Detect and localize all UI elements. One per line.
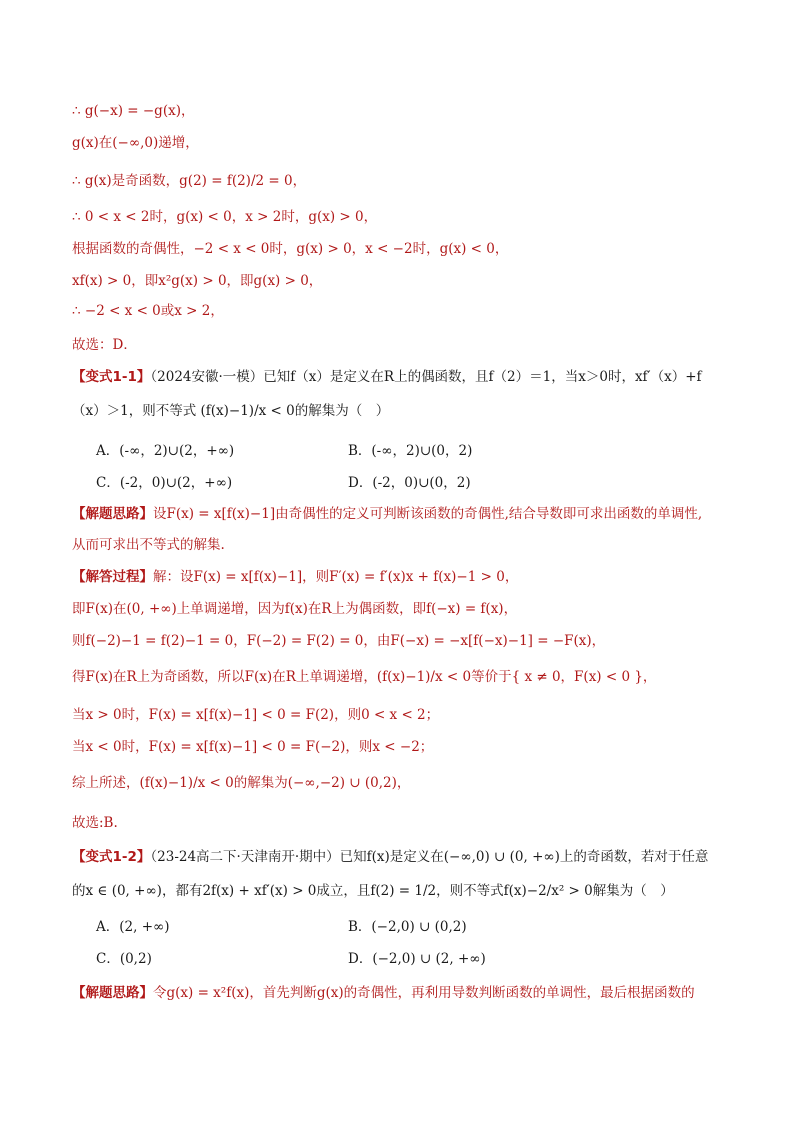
- variant-1-question-line-2: （x）＞1，则不等式 (f(x)−1)/x < 0的解集为（ ）: [72, 403, 390, 419]
- variant-1-process-line-5: 当x > 0时，F(x) = x[f(x)−1] < 0 = F(2)，则0 < x < 2；: [72, 707, 440, 723]
- solution-line-2: g(x)在(−∞,0)递增，: [72, 135, 199, 151]
- variant-1-idea-line-2: 从而可求出不等式的解集.: [72, 537, 225, 553]
- idea-text: 设F(x) = x[f(x)−1]由奇偶性的定义可判断该函数的奇偶性,结合导数即可求出函数的单调性,: [153, 506, 703, 522]
- solution-line-3: ∴ g(x)是奇函数，g(2) = f(2)/2 = 0，: [72, 173, 307, 189]
- variant-2-option-c: C．(0,2): [96, 951, 152, 967]
- solution-line-7: ∴ −2 < x < 0或x > 2，: [72, 303, 224, 319]
- solution-line-4: ∴ 0 < x < 2时，g(x) < 0，x > 2时，g(x) > 0，: [72, 209, 378, 225]
- variant-2-question-line-1: [72, 846, 734, 868]
- variant-1-process-line-2: 即F(x)在(0, +∞)上单调递增，因为f(x)在R上为偶函数，即f(−x) = f(x)，: [72, 601, 518, 617]
- idea-tag: 【解题思路】: [72, 985, 153, 1001]
- variant-2-option-b: B．(−2,0) ∪ (0,2): [348, 919, 467, 935]
- solution-line-1: ∴ g(−x) = −g(x)，: [72, 103, 195, 119]
- variant-1-option-d: D．(-2，0)∪(0，2): [348, 475, 471, 491]
- variant-1-question-line-1: [72, 366, 734, 388]
- variant-1-process-line-4: 得F(x)在R上为奇函数，所以F(x)在R上单调递增，(f(x)−1)/x < 0等价于{ x ≠ 0，F(x) < 0 }，: [72, 669, 657, 685]
- variant-1-process-line-1: [72, 566, 734, 588]
- process-tag: 【解答过程】: [72, 569, 153, 585]
- variant-1-option-a: A．(-∞，2)∪(2，+∞): [96, 443, 235, 459]
- variant-question-text: （2024安徽·一模）已知f（x）是定义在R上的偶函数，且f（2）＝1，当x＞0时，xf′（x）+f: [150, 369, 702, 385]
- variant-2-option-d: D．(−2,0) ∪ (2, +∞): [348, 951, 486, 967]
- solution-line-6: xf(x) > 0，即x²g(x) > 0，即g(x) > 0，: [72, 273, 323, 289]
- variant-1-option-c: C．(-2，0)∪(2，+∞): [96, 475, 233, 491]
- variant-2-option-a: A．(2, +∞): [96, 919, 170, 935]
- idea-text: 令g(x) = x²f(x)，首先判断g(x)的奇偶性，再利用导数判断函数的单调性，最后根据函数的: [153, 985, 695, 1001]
- variant-1-idea-line-1: [72, 503, 734, 525]
- variant-2-question-line-2: 的x ∈ (0, +∞)，都有2f(x) + xf′(x) > 0成立，且f(2) = 1/2，则不等式f(x)−2/x² > 0解集为（ ）: [72, 883, 674, 899]
- variant-1-process-line-3: 则f(−2)−1 = f(2)−1 = 0，F(−2) = F(2) = 0，由F(−x) = −x[f(−x)−1] = −F(x)，: [72, 633, 606, 649]
- variant-1-option-b: B．(-∞，2)∪(0，2): [348, 443, 473, 459]
- variant-1-process-line-8: 故选:B.: [72, 815, 118, 831]
- solution-line-5: 根据函数的奇偶性，−2 < x < 0时，g(x) > 0，x < −2时，g(x) < 0，: [72, 241, 509, 257]
- variant-2-idea-line-1: [72, 982, 734, 1004]
- variant-tag: 【变式1-2】: [72, 849, 151, 865]
- variant-tag: 【变式1-1】: [72, 369, 151, 385]
- idea-tag: 【解题思路】: [72, 506, 153, 522]
- solution-line-8: 故选：D．: [72, 337, 137, 353]
- process-text: 解：设F(x) = x[f(x)−1]，则F′(x) = f′(x)x + f(x)−1 > 0，: [153, 569, 519, 585]
- variant-question-text: （23-24高二下·天津南开·期中）已知f(x)是定义在(−∞,0) ∪ (0, +∞)上的奇函数，若对于任意: [150, 849, 709, 865]
- variant-1-process-line-7: 综上所述，(f(x)−1)/x < 0的解集为(−∞,−2) ∪ (0,2)，: [72, 775, 411, 791]
- variant-1-process-line-6: 当x < 0时，F(x) = x[f(x)−1] < 0 = F(−2)，则x < −2；: [72, 739, 434, 755]
